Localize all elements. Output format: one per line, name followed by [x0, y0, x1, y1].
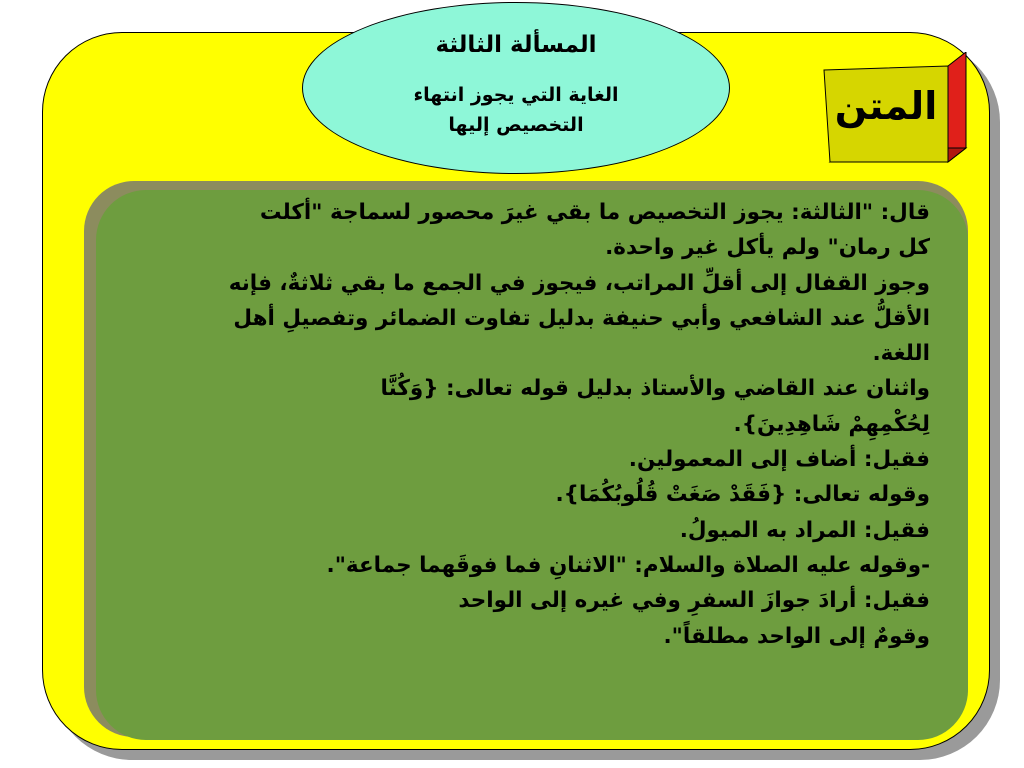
text-line: -وقوله عليه الصلاة والسلام: "الاثنانِ فما فوقَهما جماعة". [326, 552, 930, 578]
label-side-face [948, 52, 966, 162]
text-line: وجوز القفال إلى أقلِّ المراتب، فيجوز في الجمع ما بقي ثلاثةٌ، فإنه [228, 270, 930, 296]
text-line: فقيل: أرادَ جوازَ السفرِ وفي غيره إلى الواحد [458, 588, 930, 614]
text-line: واثنان عند القاضي والأستاذ بدليل قوله تعالى: {وَكُنَّا [380, 376, 930, 402]
text-line: وقوله تعالى: {فَقَدْ صَغَتْ قُلُوبُكُمَا}. [555, 482, 930, 508]
text-line: فقيل: المراد به الميولُ. [679, 517, 930, 543]
text-line: قال: "الثالثة: يجوز التخصيص ما بقي غيرَ محصور لسماجة "أكلت [259, 200, 930, 225]
text-line: اللغة. [872, 341, 930, 367]
text-line: فقيل: أضاف إلى المعمولين. [628, 447, 930, 473]
text-line: كل رمان" ولم يأكل غير واحدة. [605, 235, 930, 261]
label-text: المتن [834, 84, 938, 128]
text-line: وقومٌ إلى الواحد مطلقاً". [663, 623, 930, 649]
header-subtitle [302, 80, 730, 140]
header-subtitle-line: التخصيص إليها [448, 114, 584, 136]
header-title: المسألة الثالثة [435, 32, 597, 58]
header-subtitle-line: الغاية التي يجوز انتهاء [413, 84, 619, 106]
main-text [108, 195, 930, 735]
text-line: لِحُكْمِهِمْ شَاهِدِينَ}. [733, 411, 930, 437]
text-line: الأقلُّ عند الشافعي وأبي حنيفة بدليل تفاوت الضمائر وتفصيلِ أهل [233, 305, 930, 331]
